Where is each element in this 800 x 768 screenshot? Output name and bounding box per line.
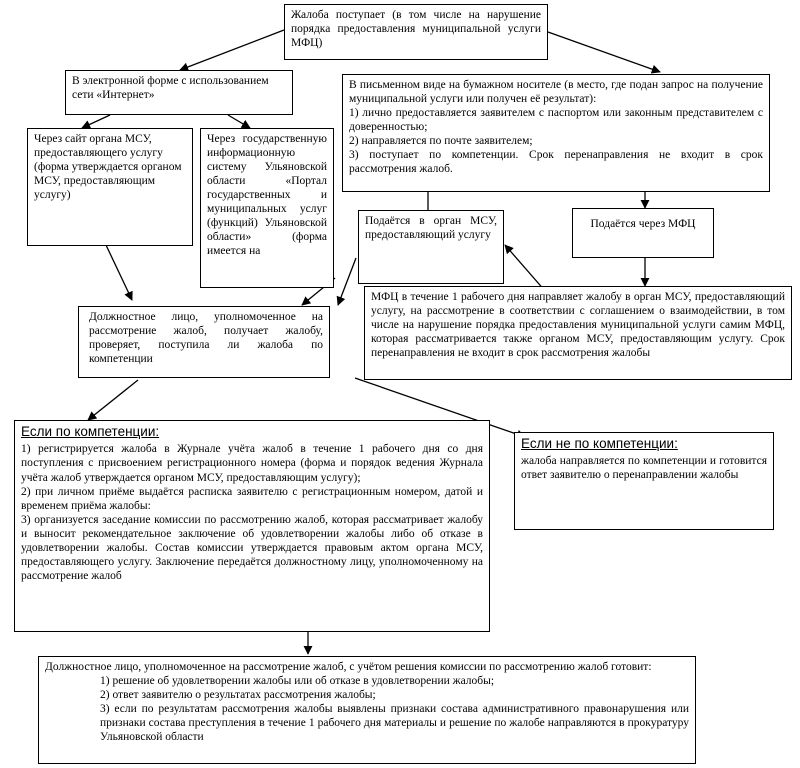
arrow-msu-to-official (338, 258, 356, 305)
paper-form-item-1: 1) лично предоставляется заявителем с паспортом или законным представителем с доверенностью; (349, 107, 763, 134)
if-competent-heading: Если по компетенции: (21, 424, 160, 439)
via-website-box (27, 128, 193, 246)
arrow-electronic-to-site (82, 115, 110, 128)
paper-form-item-3: 3) поступает по компетенции. Срок перенаправления не входит в срок рассмотрения жалоб. (349, 149, 763, 176)
final-decision-item-2: 2) ответ заявителю о результатах рассмотрения жалобы; (100, 689, 376, 702)
submitted-to-msu-box (358, 210, 504, 284)
arrow-start-to-paper (548, 32, 660, 72)
if-not-competent-box (514, 432, 774, 530)
complaint-received-box (284, 4, 548, 60)
via-portal-text: Через государственную информационную систему Ульяновской области «Портал государственных и муниципальных услуг (функций) Ульяновской области» (форма имеется на (207, 133, 327, 258)
submitted-via-mfc-box (572, 208, 714, 258)
mfc-forward-box (364, 286, 792, 380)
final-decision-intro: Должностное лицо, уполномоченное на рассмотрение жалоб, с учётом решения комиссии по рассмотрению жалоб готовит: (45, 661, 652, 673)
final-decision-box (38, 656, 696, 764)
if-competent-item-1: 1) регистрируется жалоба в Журнале учёта жалоб в течение 1 рабочего дня со дня поступления с присвоением регистрационного номера (форма и порядок ведения Журнала учёта жалоб утверждается органом МСУ, предоставляющим услугу); (21, 443, 483, 484)
final-decision-item-1: 1) решение об удовлетворении жалобы или об отказе в удовлетворении жалобы; (100, 675, 495, 688)
paper-form-item-2: 2) направляется по почте заявителем; (349, 135, 533, 148)
arrow-electronic-to-portal (228, 115, 250, 128)
if-not-competent-heading: Если не по компетенции: (521, 436, 678, 451)
if-competent-box (14, 420, 490, 632)
if-competent-item-3: 3) организуется заседание комиссии по рассмотрению жалоб, которая рассматривает жалобу и выносит рекомендательное заключение об удовлетворении жалобы либо об отказе в удовлетворении жалобы. Состав комиссии утверждается правовым актом органа МСУ, предоставляющего услугу. Заключение передаётся должностному лицу, уполномоченному на рассмотрение жалоб (21, 513, 483, 582)
arrow-official-to-competent (88, 380, 138, 420)
official-check-text: Должностное лицо, уполномоченное на рассмотрение жалоб, получает жалобу, проверяет, поступила ли жалоба по компетенции (89, 311, 323, 366)
electronic-form-text: В электронной форме с использованием сети «Интернет» (72, 75, 269, 102)
paper-form-intro: В письменном виде на бумажном носителе (в место, где подан запрос на получение муниципальной услуги или получен её результат): (349, 79, 763, 106)
submitted-to-msu-text: Подаётся в орган МСУ, предоставляющий услугу (365, 215, 497, 242)
electronic-form-box (65, 70, 293, 115)
complaint-received-text: Жалоба поступает (в том числе на нарушение порядка предоставления муниципальной услуги МФЦ) (291, 9, 541, 50)
final-decision-item-3: 3) если по результатам рассмотрения жалобы выявлены признаки состава административного правонарушения или признаки состава преступления в течение 1 рабочего дня материалы и решение по жалобе направляются в прокуратуру Ульяновской области (100, 703, 689, 744)
via-website-text: Через сайт органа МСУ, предоставляющего услугу (форма утверждается органом МСУ, предоставляющим услугу) (34, 133, 182, 202)
arrow-start-to-electronic (180, 30, 284, 70)
submitted-via-mfc-text: Подаётся через МФЦ (590, 218, 696, 230)
mfc-forward-text: МФЦ в течение 1 рабочего дня направляет жалобу в орган МСУ, предоставляющий услугу, на рассмотрение в соответствии с соглашением о взаимодействии, в том числе на нарушение порядка предоставления муниципальной услуги самим МФЦ, которая рассматривается также органом МСУ, предоставляющим услугу. Срок перенаправления не входит в срок рассмотрения жалобы (371, 291, 785, 360)
if-not-competent-text: жалоба направляется по компетенции и готовится ответ заявителю о перенаправлении жалобы (521, 455, 767, 482)
if-competent-item-2: 2) при личном приёме выдаётся расписка заявителю с регистрационным номером, датой и временем приёма жалобы: (21, 485, 483, 512)
via-portal-box (200, 128, 334, 288)
arrow-site-to-official (106, 245, 132, 300)
official-check-box (78, 306, 330, 378)
paper-form-box (342, 74, 770, 192)
